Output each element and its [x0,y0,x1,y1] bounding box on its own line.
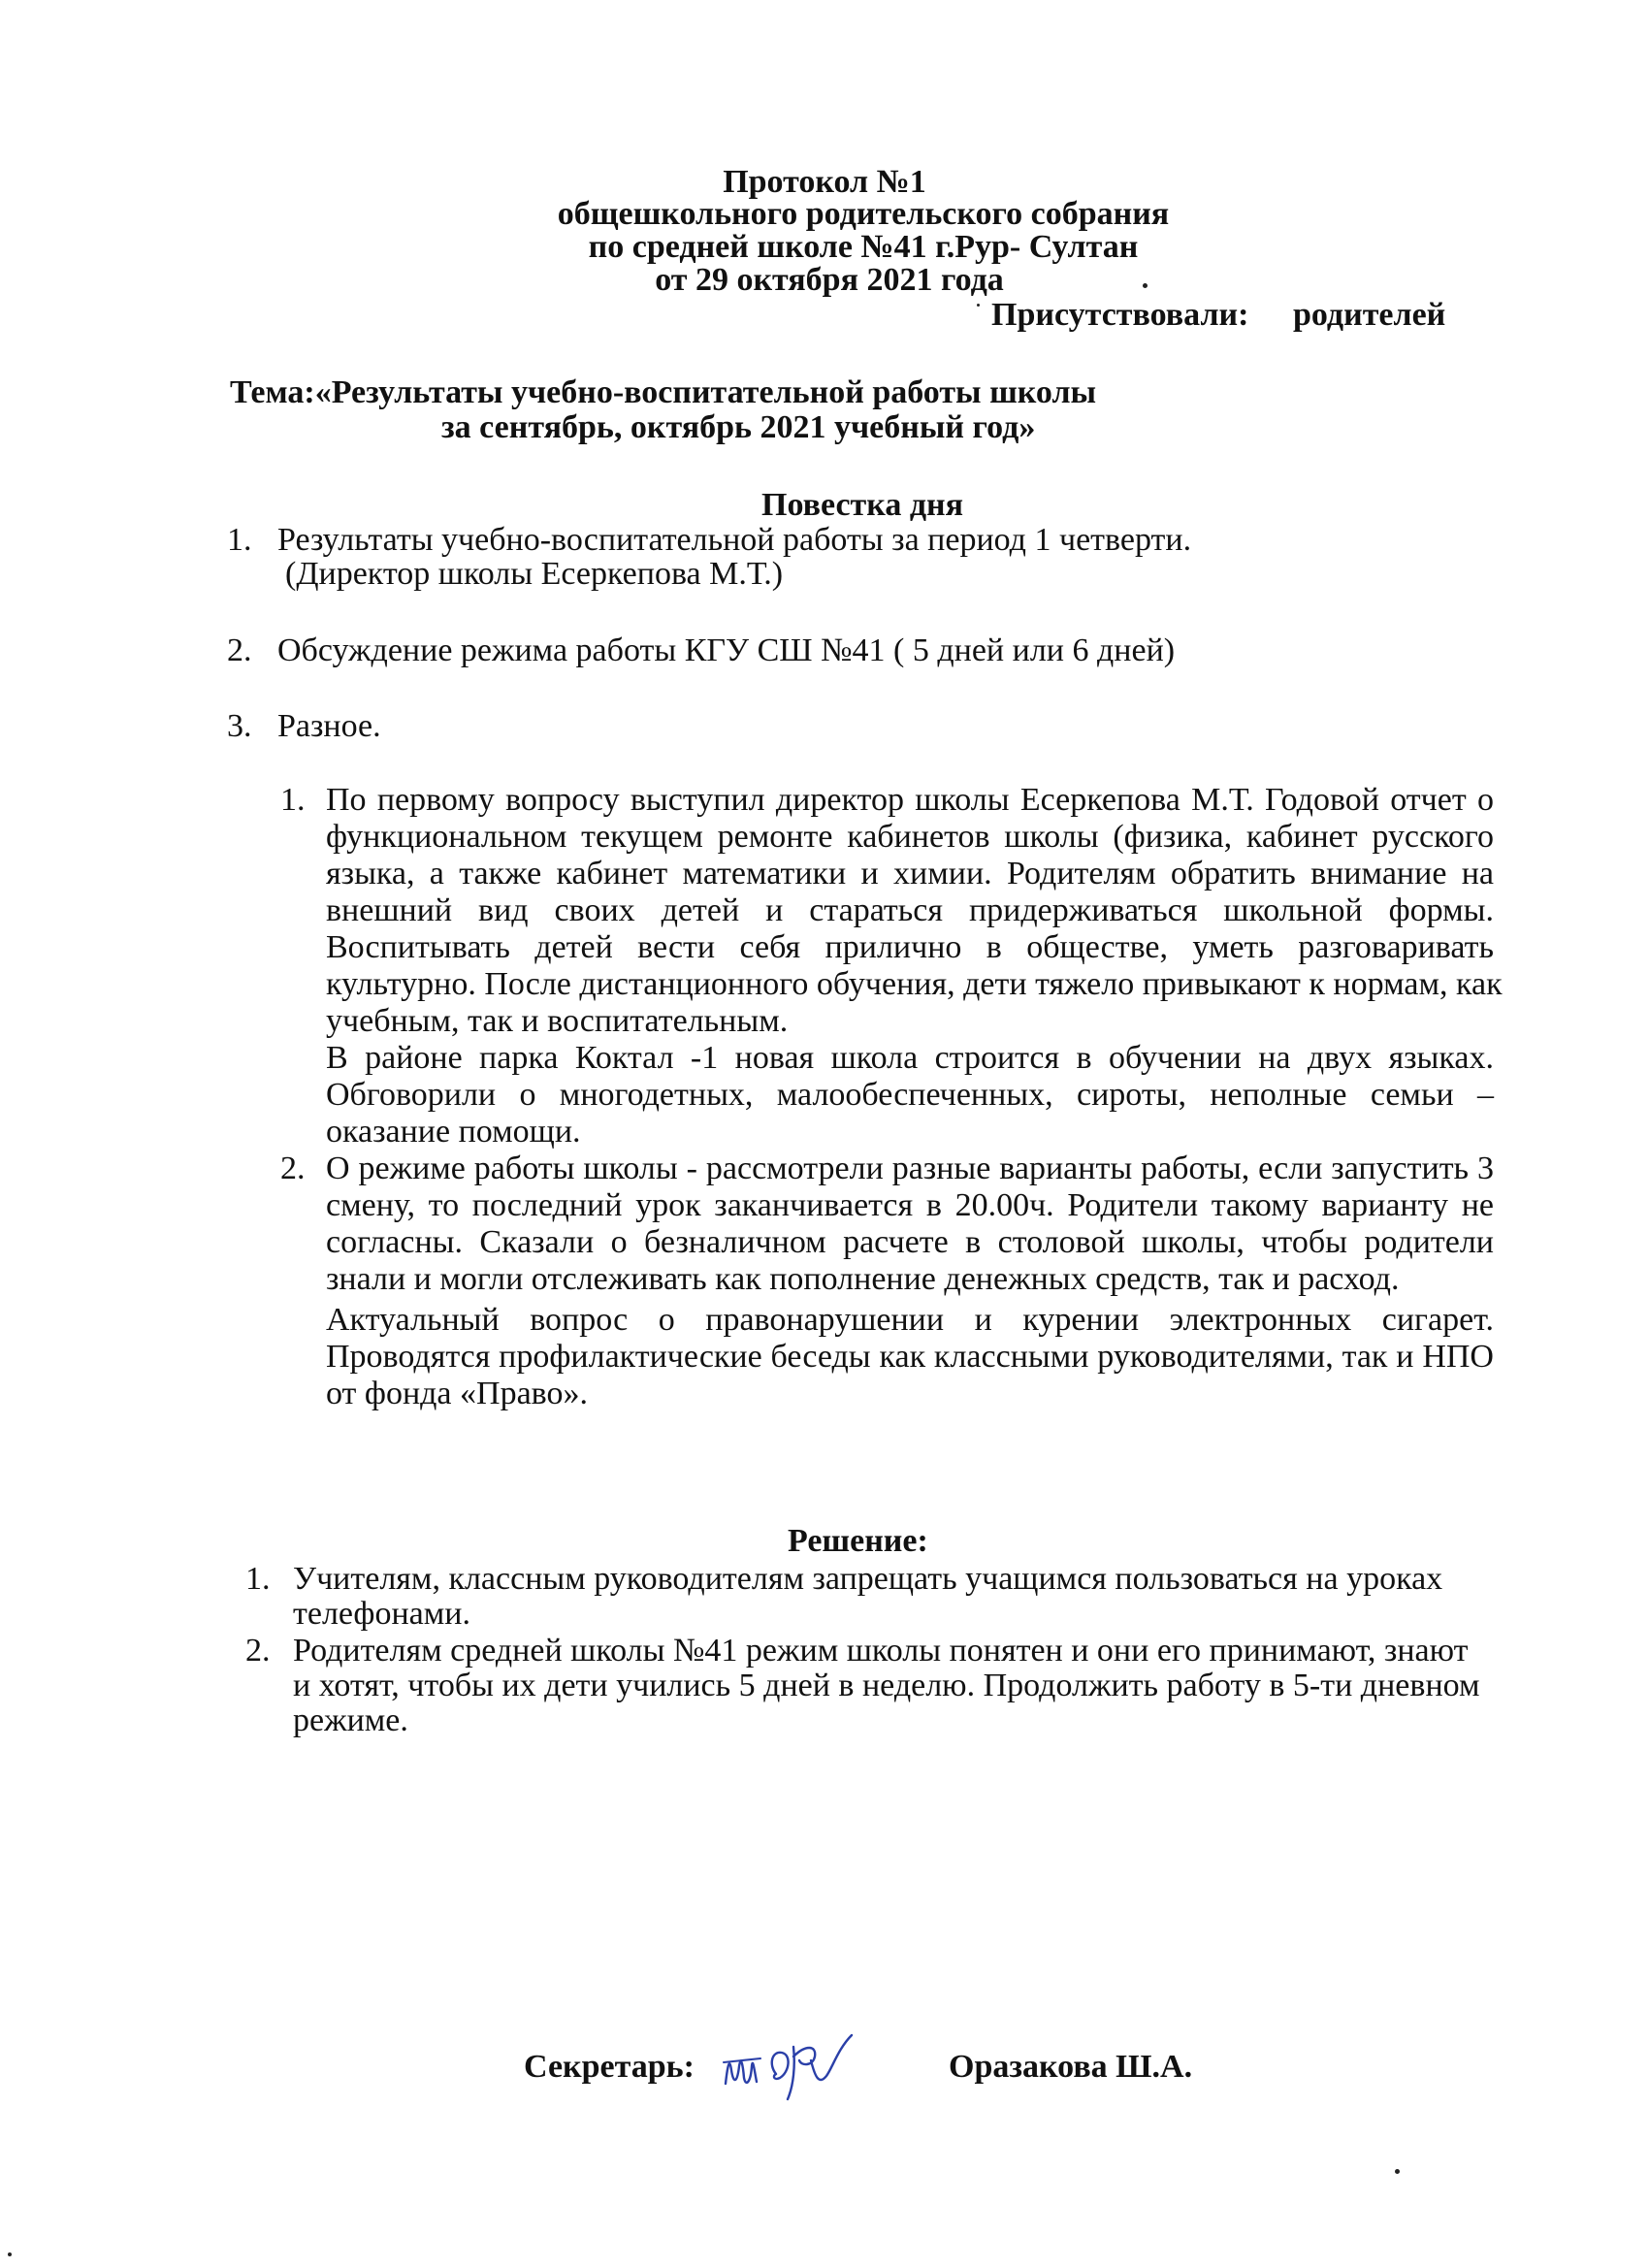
discussion-1-line-3: языка, а также кабинет математики и химии. Родителям обратить внимание на [326,856,1494,891]
decision-item-number: 1. [245,1561,271,1597]
scan-speck [1143,283,1148,288]
agenda-item-number: 3. [227,708,252,744]
discussion-1-line-9: Обговорили о многодетных, малообеспеченных, сироты, неполные семьи – [326,1077,1494,1113]
agenda-item-number: 1. [227,522,252,558]
agenda-item-number: 2. [227,632,252,668]
agenda-item-3-line-1: Разное. [277,708,381,744]
discussion-2-line-4: знали и могли отслеживать как пополнение денежных средств, так и расход. [326,1261,1400,1297]
document-title: Протокол №1 [723,164,926,200]
decision-1-line-2: телефонами. [293,1596,470,1632]
discussion-item-number: 2. [280,1150,306,1186]
discussion-2-line-7: от фонда «Право». [326,1376,588,1411]
discussion-2-line-5: Актуальный вопрос о правонарушении и курении электронных сигарет. [326,1302,1494,1338]
topic-line-1: Тема:«Результаты учебно-воспитательной работы школы [230,374,1097,410]
discussion-2-line-6: Проводятся профилактические беседы как классными руководителями, так и НПО [326,1339,1494,1375]
decision-1-line-1: Учителям, классным руководителям запрещать учащимся пользоваться на уроках [293,1561,1443,1597]
decision-2-line-2: и хотят, чтобы их дети учились 5 дней в неделю. Продолжить работу в 5-ти дневном [293,1668,1480,1703]
discussion-1-line-8: В районе парка Коктал -1 новая школа строится в обучении на двух языках. [326,1040,1494,1076]
discussion-2-line-1: О режиме работы школы - рассмотрели разные варианты работы, если запустить 3 [326,1150,1494,1186]
discussion-item-number: 1. [280,782,306,818]
scan-speck [8,2252,12,2256]
document-date: от 29 октября 2021 года [655,262,1004,298]
discussion-1-line-6: культурно. После дистанционного обучения, дети тяжело привыкают к нормам, как [326,966,1503,1002]
agenda-item-1-line-2: (Директор школы Есеркепова М.Т.) [285,556,784,592]
present-label: Присутствовали: [991,297,1249,333]
discussion-1-line-4: внешний вид своих детей и стараться придерживаться школьной формы. [326,892,1494,928]
agenda-heading: Повестка дня [761,487,964,523]
agenda-item-2-line-1: Обсуждение режима работы КГУ СШ №41 ( 5 дней или 6 дней) [277,632,1176,668]
discussion-1-line-2: функциональном текущем ремонте кабинетов школы (физика, кабинет русского [326,819,1494,855]
decision-2-line-3: режиме. [293,1702,408,1738]
document-subtitle-2: по средней школе №41 г.Рур- Султан [588,229,1139,265]
secretary-label: Секретарь: [524,2049,695,2085]
discussion-1-line-1: По первому вопросу выступил директор школы Есеркепова М.Т. Годовой отчет о [326,782,1494,818]
discussion-2-line-2: смену, то последний урок заканчивается в 20.00ч. Родители такому варианту не [326,1187,1494,1223]
discussion-1-line-7: учебным, так и воспитательным. [326,1003,789,1039]
document-subtitle-1: общешкольного родительского собрания [557,196,1170,232]
scan-speck [977,304,980,307]
present-value: родителей [1293,297,1446,333]
discussion-1-line-5: Воспитывать детей вести себя прилично в обществе, уметь разговаривать [326,929,1494,965]
topic-line-2: за сентябрь, октябрь 2021 учебный год» [441,409,1036,445]
decision-2-line-1: Родителям средней школы №41 режим школы понятен и они его принимают, знают [293,1633,1469,1669]
discussion-1-line-10: оказание помощи. [326,1114,581,1150]
scan-speck [1395,2169,1400,2174]
decision-item-number: 2. [245,1633,271,1669]
secretary-name: Оразакова Ш.А. [949,2049,1193,2085]
agenda-item-1-line-1: Результаты учебно-воспитательной работы за период 1 четверти. [277,522,1192,558]
decision-heading: Решение: [788,1523,928,1559]
handwritten-signature [718,2027,863,2105]
discussion-2-line-3: согласны. Сказали о безналичном расчете в столовой школы, чтобы родители [326,1224,1494,1260]
